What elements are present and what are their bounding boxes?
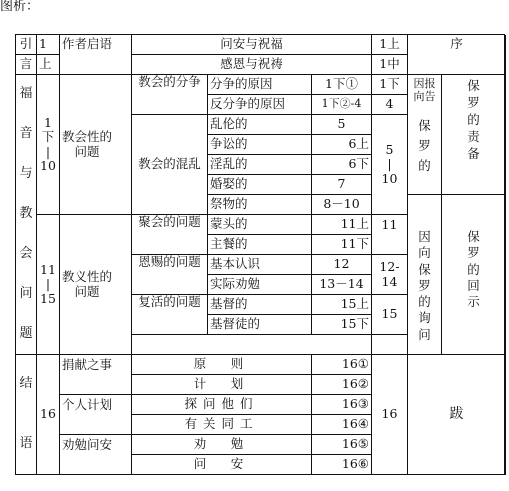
conclusion-item-ref: 16⑤ [312,435,372,455]
division-item: 反分争的原因 [208,95,312,115]
chaos-ref: 5 [312,115,372,135]
epilogue: 跋 [408,355,506,475]
chapter-ref: 4 [372,95,408,115]
gospel-side-char: 会 [19,245,33,261]
preface: 序 [408,35,506,75]
chapter-ref: 15 [372,295,408,335]
conclusion-ref: 16 [37,355,60,475]
conclusion-side-char: 语 [19,435,33,451]
conclusion-item-ref: 16④ [312,415,372,435]
chapter-ref: 11 [372,215,408,255]
report-reason [408,75,442,195]
gathering-item: 蒙头的 [208,215,312,235]
section2-title: 教义性的 问题 [60,215,132,355]
gospel-side-label [16,75,37,355]
section1-title: 教会性的 问题 [60,75,132,215]
intro-ref-2: 上 [37,55,60,75]
gathering-label: 聚会的问题 [132,215,208,255]
intro-label-top: 引 [16,35,37,55]
conclusion-group-label: 劝勉问安 [60,435,132,475]
conclusion-item-ref: 16① [312,355,372,375]
resurrection-label: 复活的问题 [132,295,208,335]
gathering-ref: 11下 [312,235,372,255]
grace-item: 实际劝勉 [208,275,312,295]
paul-rebuke: 保 罗 的 责 备 [442,75,506,195]
grace-ref: 12 [312,255,372,275]
author-greeting-label: 作者启语 [60,35,132,75]
analysis-table [15,34,505,475]
report-top-b: 保 罗 的 [418,117,431,173]
conclusion-item-ref: 16③ [312,395,372,415]
resurrection-item: 基督徒的 [208,315,312,335]
gospel-side-char: 与 [19,166,33,182]
conclusion-item: 有关同工 [132,415,312,435]
grace-item: 基本认识 [208,255,312,275]
spacer-row [132,335,372,355]
conclusion-item-ref: 16⑥ [312,455,372,475]
conclusion-item: 计 划 [132,375,312,395]
conclusion-item-ref: 16② [312,375,372,395]
chapter-ref: 5 | 10 [372,115,408,215]
greeting-1-ref: 1上 [372,35,408,55]
resurrection-item: 基督的 [208,295,312,315]
paul-reply: 保 罗 的 回 示 [442,195,506,355]
gospel-side-char: 教 [19,205,33,221]
gospel-side-char: 题 [19,325,33,341]
division-ref: 1下②-4 [312,95,372,115]
paul-inquiry: 因 向 保 罗 的 询 问 [408,195,442,355]
conclusion-side-char: 结 [19,376,33,392]
division-item: 分争的原因 [208,75,312,95]
chapter-ref-empty [372,335,408,355]
chaos-item: 祭物的 [208,195,312,215]
chaos-item: 乱伦的 [208,115,312,135]
section2-ref: 11 | 15 [37,215,60,355]
division-label: 教会的分争 [132,75,208,115]
chaos-ref: 8－10 [312,195,372,215]
greeting-2-ref: 1中 [372,55,408,75]
chaos-ref: 7 [312,175,372,195]
conclusion-group-label: 捐献之事 [60,355,132,395]
chaos-ref: 6下 [312,155,372,175]
conclusion-item: 原 则 [132,355,312,375]
section1-ref: 1 下 | 10 [37,75,60,215]
greeting-1: 问安与祝福 [132,35,372,55]
division-ref: 1下① [312,75,372,95]
chaos-ref: 6上 [312,135,372,155]
gospel-side-char: 音 [19,126,33,142]
chaos-label: 教会的混乱 [132,115,208,215]
chaos-item: 婚娶的 [208,175,312,195]
conclusion-side-label [16,355,37,475]
gospel-side-char: 福 [19,86,33,102]
greeting-2: 感恩与祝祷 [132,55,372,75]
intro-label-bottom: 言 [16,55,37,75]
grace-label: 恩赐的问题 [132,255,208,295]
report-top-a: 因报 向告 [413,77,436,103]
chapter-ref: 1下 [372,75,408,95]
gathering-item: 主餐的 [208,235,312,255]
chaos-item: 淫乱的 [208,155,312,175]
gathering-ref: 11上 [312,215,372,235]
chaos-item: 争讼的 [208,135,312,155]
grace-ref: 13－14 [312,275,372,295]
chapter-ref: 12- 14 [372,255,408,295]
conclusion-chapter: 16 [372,355,408,475]
resurrection-ref: 15下 [312,315,372,335]
conclusion-item: 探问他们 [132,395,312,415]
intro-ref-1: 1 [37,35,60,55]
conclusion-item: 劝 勉 [132,435,312,455]
report-reason-text [414,78,436,176]
gospel-side-char: 问 [19,285,33,301]
conclusion-group-label: 个人计划 [60,395,132,435]
conclusion-item: 问 安 [132,455,312,475]
resurrection-ref: 15上 [312,295,372,315]
caption: 图析： [0,0,40,14]
